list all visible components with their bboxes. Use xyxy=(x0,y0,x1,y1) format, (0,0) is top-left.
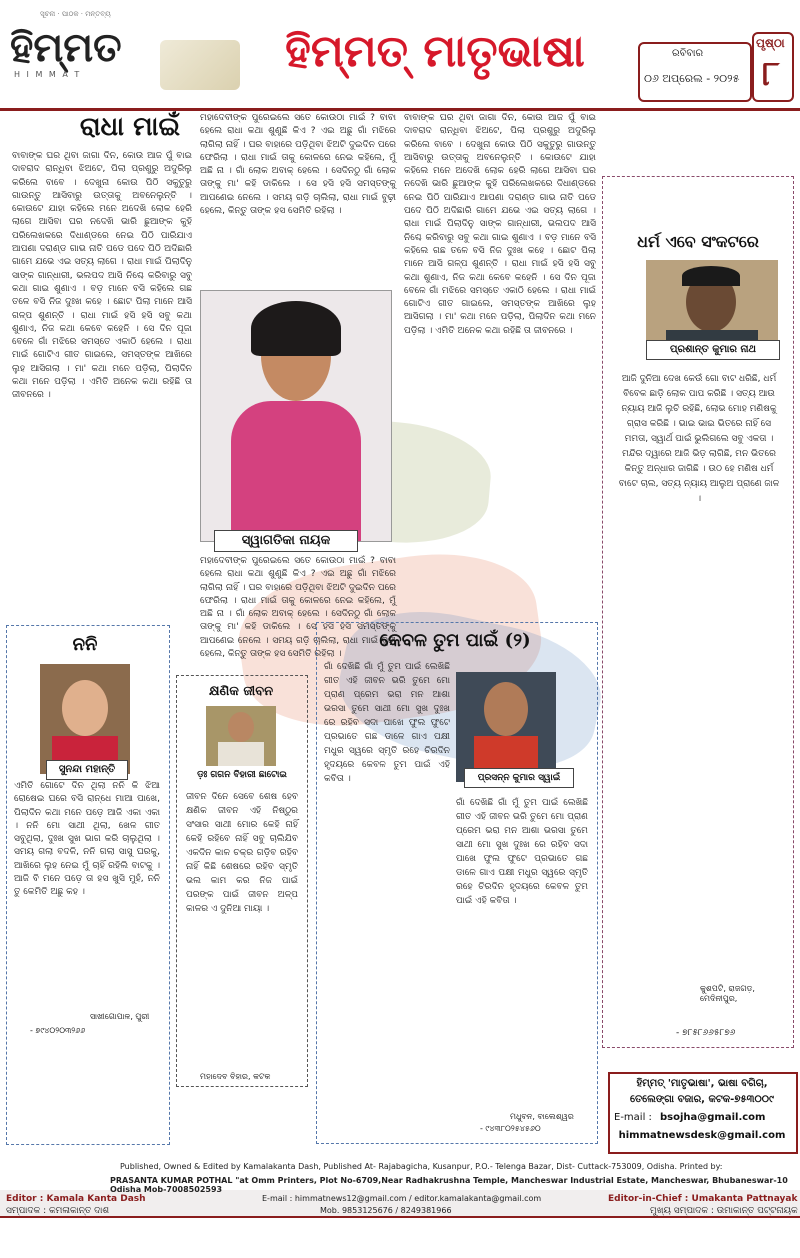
footer-editor-or: ସମ୍ପାଦକ : କମଳାକାନ୍ତ ଦାଶ xyxy=(6,1206,110,1216)
nani-poem: ଏମିତି ଗୋଟେ ଦିନ ଥିଲା ନନି କି ଝିଆ ରୋଷେଇ ଘରେ ବସି ରାନ୍ଧେ ମାଆ ପାଖେ, ପିଲାଦିନ କଥା ମନେ ପଡ଼େ ଆଜି ଏକା ଏକା । ନନି ମୋ ସାଥୀ ଥିଲା, ଖେଳ ଗୀତ ସବୁଥିଲା, ଦୁଃଖ ସୁଖ ଭାଗ କରି ଚାଲୁଥିଲା । ସମୟ ଗଲା ବଦଳି, ନନି ଗଲା ସାସୁ ଘରକୁ, ଆଖିରେ ଲୁହ ନେଇ ମୁଁ ଚାହିଁ ରହିଲି ବାଟକୁ । ଆଜି ବି ମନେ ପଡ଼େ ତା ହସ ଖୁସି ମୁହଁ, ନନି ତୁ କେମିତି ଅଛୁ କହ । xyxy=(14,781,160,898)
footer-published: Published, Owned & Edited by Kamalakanta Dash, Published At- Rajabagicha, Kusanpur, P.O.- Telenga Bazar, Dist- Cuttack-753009, Odisha. Printed by: xyxy=(120,1162,723,1171)
dharma-title: ଧର୍ମ ଏବେ ସଂକଟରେ xyxy=(637,232,759,251)
nani-phone: - ୭୯୪୦୨୦୩୨୬୬ xyxy=(30,1026,86,1035)
dharma-poem: ଆଜି ଦୁନିଆ ଦେଖ କେଉଁ ଗୋ ବାଟ ଧରିଛି, ଧର୍ମ ବିବେକ ଛାଡ଼ି ଲୋକ ପାପ କରିଛି । ସତ୍ୟ ଆଉ ନ୍ୟାୟ ଆଜି ଲୁଚି ରହିଛି, ଲୋଭ ମୋହ ମଣିଷକୁ ଗ୍ରାସ କରିଛି । ଭାଇ ଭାଇ ଭିତରେ ନାହିଁ ସେ ମମତା, ସ୍ୱାର୍ଥ ପାଇଁ ଭୁଲିଗଲେ ସବୁ ଏକତା । ମନ୍ଦିର ଦ୍ୱାରେ ଆଜି ଭିଡ଼ ଲାଗିଛି, ମନ ଭିତରେ କିନ୍ତୁ ଅନ୍ଧାର ଜାଗିଛି । ଉଠ ହେ ମଣିଷ ଧର୍ମ ବାଟେ ଚାଲ, ସତ୍ୟ ନ୍ୟାୟ ଆଲୁଅ ପ୍ରାଣେ ଜାଳ । xyxy=(618,374,780,504)
footer-eic-or: ମୁଖ୍ୟ ସମ୍ପାଦକ : ଉମାକାନ୍ତ ପଟ୍ଟନାୟକ xyxy=(650,1206,798,1216)
footer-email[interactable]: E-mail : himmatnews12@gmail.com / editor.kamalakanta@gmail.com xyxy=(262,1194,542,1203)
kebala-phone: - ୯୪୩୮୦୨୫୪୫୬୦ xyxy=(480,1124,541,1133)
kshanika-author-caption: ଡ଼ଃ ଗଗନ ବିହାରୀ ଛାଟୋଇ xyxy=(197,770,287,780)
paper-title: ହିମ୍ମତ୍ ମାତୃଭାଷା xyxy=(285,26,585,77)
contact-email2[interactable]: himmatnewsdesk@gmail.com xyxy=(618,1130,786,1141)
nani-author-caption: ସୁନନ୍ଦା ମହାନ୍ତି xyxy=(46,760,128,780)
kebala-poem-1: ଗାଁ ଦେଖିଛି ଗାଁ ମୁଁ ତୁମ ପାଇଁ ଲେଖିଛି ଗୀତ ଏହି ଜୀବନ ଭରି ତୁମେ ମୋ ପ୍ରାଣ ପ୍ରେମ ଭରା ମନ ଆଶା ଭରସା ତୁମେ ସାଥୀ ମୋ ସୁଖ ଦୁଃଖ ରେ ରହିବ ସଦା ପାଖେ ଫୁଲ ଫୁଟେ ପ୍ରଭାତେ ଗଛ ଡାଳେ ଗାଏ ପକ୍ଷୀ ମଧୁର ସ୍ୱରେ ସ୍ମୃତି ରହେ ଚିରଦିନ ହୃଦୟରେ କେବଳ ତୁମ ପାଇଁ ଏହି କବିତା । xyxy=(324,662,450,784)
radha-author-caption: ସ୍ୱାଗତିକା ନାୟକ xyxy=(214,530,358,552)
kebala-place: ମଧୁବନ, ବାଲେଶ୍ୱର xyxy=(510,1112,574,1121)
nani-title: ନନି xyxy=(72,634,98,655)
logo-subtext: H I M M A T xyxy=(14,70,82,79)
author-face xyxy=(228,712,254,742)
kebala-poem-2: ଗାଁ ଦେଖିଛି ଗାଁ ମୁଁ ତୁମ ପାଇଁ ଲେଖିଛି ଗୀତ ଏହି ଜୀବନ ଭରି ତୁମେ ମୋ ପ୍ରାଣ ପ୍ରେମ ଭରା ମନ ଆଶା ଭରସା ତୁମେ ସାଥୀ ମୋ ସୁଖ ଦୁଃଖ ରେ ରହିବ ସଦା ପାଖେ ଫୁଲ ଫୁଟେ ପ୍ରଭାତେ ଗଛ ଡାଳେ ଗାଏ ପକ୍ଷୀ ମଧୁର ସ୍ୱରେ ସ୍ମୃତି ରହେ ଚିରଦିନ ହୃଦୟରେ କେବଳ ତୁମ ପାଇଁ ଏହି କବିତା । xyxy=(456,798,588,906)
nani-author-photo xyxy=(40,664,130,774)
kshanika-place: ମହାଦେବ ବିହାର, କଟକ xyxy=(200,1072,271,1081)
footer-mob: Mob. 9853125676 / 8249381966 xyxy=(320,1206,452,1215)
author-hair xyxy=(251,301,341,356)
page-number: ୮ xyxy=(762,54,780,94)
contact-line2: ତେଲେଙ୍ଗା ବଜାର, କଟକ-୭୫୩୦୦୯ xyxy=(630,1094,774,1105)
dharma-author-caption: ପ୍ରଶାନ୍ତ କୁମାର ନାଥ xyxy=(646,340,780,360)
radha-column-3: ବାବାଙ୍କ ଘର ଥିବା ଜାଗା ଦିନ, କୋଉ ଆଜ ପୁଁ ବାଇ ଦାବରାଦ ରାନ୍ଧିବା ଝିଅଟେ, ପିଲା ପ୍ରଶୁରୁ ଅଦୁରିଲୁ କରିଲେ ବାବେ । ଦେଖୁନା କୋଉ ପିଠି ସକୁତୁରୁ ଗାଉନ୍ତୁ ଆସିବାରୁ ଉତ୍ତାକୁ ଅବନେଲୁନ୍ତି । କୋଉଟେ ଯାହା କହିଲେ ମନେ ଅଦେଖି ଲୋକ ହେରି ଲାଗେ ଆସିବା ଘର ନଦେଖି ଭାରି ଛୁଆଙ୍କ କୁହି ପରିଲେଖକରେ ଦିଧାଣ୍ଡରେ ନେଇ ପିଠି ପାରିଯାଏ ଆପଣା ଦରାଣ୍ଡ ଗାଭ ନାତି ପଡେ ପଦେ ପିଠି ଅଦିଛାରି ଗାମେ ଯଭେ ଏଇ ସତ୍ୟ ଲାଗେ । ରାଧା ମାଇଁ ପିଲାଦିନୁ ସାଙ୍କ ଗାନ୍ଧାରୀ, ଭଲପଦ ଆସି ନିଶ୍ଚେ କରିବାରୁ ସବୁ କଥା ଗାଇ ଶୁଣାଏ । ବଡ଼ ମାନେ ବସି କହିଲେ ଗଛ ତଳେ ବସି ନିଜ ଦୁଃଖ କହେ । ଛୋଟ ପିଲା ମାନେ ଆସି ଗଳ୍ପ ଶୁଣନ୍ତି । ରାଧା ମାଇଁ ହସି ହସି ସବୁ କଥା ଶୁଣାଏ, ନିଜ କଥା କେବେ କହେନି । ସେ ଦିନ ପୂଜା ବେଳେ ଗାଁ ମଝିରେ ସମସ୍ତେ ଏକାଠି ହେଲେ । ରାଧା ମାଇଁ ଗୋଟିଏ ଗୀତ ଗାଇଲେ, ସମସ୍ତଙ୍କ ଆଖିରେ ଲୁହ ଆସିଗଲା । ମା' କଥା ମନେ ପଡ଼ିଲା, ପିଲାଦିନ କଥା ମନେ ପଡ଼ିଲା । ଏମିତି ଅନେକ କଥା ରହିଛି ତା ଜୀବନରେ । xyxy=(404,113,596,336)
footer-eic-en: Editor-in-Chief : Umakanta Pattnayak xyxy=(608,1194,798,1204)
kebala-title: କେବଳ ତୁମ ପାଇଁ (୨) xyxy=(379,630,531,651)
contact-email-label: E-mail : xyxy=(614,1112,652,1123)
footer-printer: PRASANTA KUMAR POTHAL "at Omm Printers, Plot No-6709,Near Radhakrushna Temple, Mancheswar Industrial Estate, Mancheswar, Bhubaneswar-10 Odisha Mob-7008502593 xyxy=(110,1176,788,1194)
kshanika-author-photo xyxy=(206,706,276,766)
nani-place: ସାଖୀଗୋପାଳ, ପୁରୀ xyxy=(90,1012,150,1021)
book-illustration xyxy=(160,40,240,90)
dharma-place: କୁଶପଟି, ରାଜଗଡ଼, ମେଦିନୀପୁର, xyxy=(700,984,755,1003)
radha-author-photo xyxy=(200,290,392,542)
radha-title: ରାଧା ମାଇଁ xyxy=(79,112,181,142)
author-shirt xyxy=(218,742,264,766)
dharma-phone: - ୭୮୫୮୬୬୫୮୭୬ xyxy=(676,1028,736,1038)
author-face xyxy=(484,682,528,736)
page-label: ପୃଷ୍ଠା xyxy=(756,36,785,50)
author-face xyxy=(62,680,108,736)
logo-tagline: ସୂଚନା · ପାଠକ · ମନ୍ତବ୍ୟ xyxy=(40,10,111,18)
masthead-rule xyxy=(0,108,800,111)
contact-email1[interactable]: bsojha@gmail.com xyxy=(660,1112,766,1123)
issue-day: ରବିବାର xyxy=(672,48,704,59)
kebala-author-photo xyxy=(456,672,556,782)
radha-column-1: ବାବାଙ୍କ ଘର ଥିବା ଜାଗା ଦିନ, କୋଉ ଆଜ ପୁଁ ବାଇ ଦାବରାଦ ରାନ୍ଧିବା ଝିଅଟେ, ପିଲା ପ୍ରଶୁରୁ ଅଦୁରିଲୁ କରିଲେ ବାବେ । ଦେଖୁନା କୋଉ ପିଠି ସକୁତୁରୁ ଗାଉନ୍ତୁ ଆସିବାରୁ ଉତ୍ତାକୁ ଅବନେଲୁନ୍ତି । କୋଉଟେ ଯାହା କହିଲେ ମନେ ଅଦେଖି ଲୋକ ହେରି ଲାଗେ ଆସିବା ଘର ନଦେଖି ଭାରି ଛୁଆଙ୍କ କୁହି ପରିଲେଖକରେ ଦିଧାଣ୍ଡରେ ନେଇ ପିଠି ପାରିଯାଏ ଆପଣା ଦରାଣ୍ଡ ଗାଭ ନାତି ପଡେ ପଦେ ପିଠି ଅଦିଛାରି ଗାମେ ଯଭେ ଏଇ ସତ୍ୟ ଲାଗେ । ରାଧା ମାଇଁ ପିଲାଦିନୁ ସାଙ୍କ ଗାନ୍ଧାରୀ, ଭଲପଦ ଆସି ନିଶ୍ଚେ କରିବାରୁ ସବୁ କଥା ଗାଇ ଶୁଣାଏ । ବଡ଼ ମାନେ ବସି କହିଲେ ଗଛ ତଳେ ବସି ନିଜ ଦୁଃଖ କହେ । ଛୋଟ ପିଲା ମାନେ ଆସି ଗଳ୍ପ ଶୁଣନ୍ତି । ରାଧା ମାଇଁ ହସି ହସି ସବୁ କଥା ଶୁଣାଏ, ନିଜ କଥା କେବେ କହେନି । ସେ ଦିନ ପୂଜା ବେଳେ ଗାଁ ମଝିରେ ସମସ୍ତେ ଏକାଠି ହେଲେ । ରାଧା ମାଇଁ ଗୋଟିଏ ଗୀତ ଗାଇଲେ, ସମସ୍ତଙ୍କ ଆଖିରେ ଲୁହ ଆସିଗଲା । ମା' କଥା ମନେ ପଡ଼ିଲା, ପିଲାଦିନ କଥା ମନେ ପଡ଼ିଲା । ଏମିତି ଅନେକ କଥା ରହିଛି ତା ଜୀବନରେ । xyxy=(12,151,192,401)
kshanika-poem: ଜୀବନ ଦିନେ ସେବେ ଶେଷ ହେବ କ୍ଷଣିକ ଜୀବନ ଏହି ନିଷ୍ଠୁର ସଂସାର ସାଥୀ ମୋର କେହି ନାହିଁ କେହି ରହିବେ ନାହିଁ ସବୁ ଚାଲିଯିବ ଏକଦିନ କାଳ ଚକ୍ର ଗଡ଼ିବ ରହିବ ନାହିଁ କିଛି ଶେଷରେ ରହିବ ସ୍ମୃତି ଭଲ କାମ କର ନିଜ ପାଇଁ ପରଙ୍କ ପାଇଁ ଜୀବନ ଅଳ୍ପ କାଳର ଏ ଦୁନିଆ ମାୟା । xyxy=(186,792,298,914)
contact-line1: ହିମ୍ମତ୍ 'ମାତୃଭାଷା', ଭାଷା ବଗିଚା, xyxy=(636,1078,768,1089)
footer-rule xyxy=(0,1216,800,1218)
author-dress xyxy=(231,401,361,541)
kshanika-title: କ୍ଷଣିକ ଜୀବନ xyxy=(208,684,274,699)
kebala-author-caption: ପ୍ରସନ୍ନ କୁମାର ସ୍ୱାଇଁ xyxy=(464,768,574,788)
newspaper-logo xyxy=(10,10,240,98)
radha-column-2b: ମହାଦେବୀଙ୍କ ପୁରେଇଲେ ସତେ କୋଉଠା ମାଇଁ ? ବାବା ହେଲେ ରାଧା କଥା ଶୁଣୁଛି କିଏ ? ଏଇ ଅଛୁ ଗାଁ ମଝିରେ ଲାଗିଲା ନାହିଁ । ଘର ବାହାରେ ପଡ଼ିଥିବା ଝିଅଟି ଦୁଇଦିନ ପରେ ଫେରିଲା । ରାଧା ମାଇଁ ତାକୁ କୋଳରେ ନେଇ କହିଲେ, ମୁଁ ଅଛି ନା । ଗାଁ ଲୋକ ଅବାକ୍ ହେଲେ । ସେଦିନଠୁ ଗାଁ ଲୋକ ତାଙ୍କୁ ମା' କହି ଡାକିଲେ । ସେ ହସି ହସି ସମସ୍ତଙ୍କୁ ଆପଣେଇ ନେଲେ । ସମୟ ଗଡ଼ି ଚାଲିଲା, ରାଧା ମାଇଁ ବୁଢ଼ୀ ହେଲେ, କିନ୍ତୁ ତାଙ୍କ ହସ ସେମିତି ରହିଲା । xyxy=(200,556,396,660)
issue-date: ୦୬ ଅପ୍ରେଲ - ୨୦୨୫ xyxy=(644,72,740,85)
radha-column-2: ମହାଦେବୀଙ୍କ ପୁରେଇଲେ ସତେ କୋଉଠା ମାଇଁ ? ବାବା ହେଲେ ରାଧା କଥା ଶୁଣୁଛି କିଏ ? ଏଇ ଅଛୁ ଗାଁ ମଝିରେ ଲାଗିଲା ନାହିଁ । ଘର ବାହାରେ ପଡ଼ିଥିବା ଝିଅଟି ଦୁଇଦିନ ପରେ ଫେରିଲା । ରାଧା ମାଇଁ ତାକୁ କୋଳରେ ନେଇ କହିଲେ, ମୁଁ ଅଛି ନା । ଗାଁ ଲୋକ ଅବାକ୍ ହେଲେ । ସେଦିନଠୁ ଗାଁ ଲୋକ ତାଙ୍କୁ ମା' କହି ଡାକିଲେ । ସେ ହସି ହସି ସମସ୍ତଙ୍କୁ ଆପଣେଇ ନେଲେ । ସମୟ ଗଡ଼ି ଚାଲିଲା, ରାଧା ମାଇଁ ବୁଢ଼ୀ ହେଲେ, କିନ୍ତୁ ତାଙ୍କ ହସ ସେମିତି ରହିଲା । xyxy=(200,113,396,217)
author-cap xyxy=(682,266,740,286)
footer-editor-en: Editor : Kamala Kanta Dash xyxy=(6,1194,146,1204)
logo-text: ହିମ୍ମତ xyxy=(10,24,122,71)
